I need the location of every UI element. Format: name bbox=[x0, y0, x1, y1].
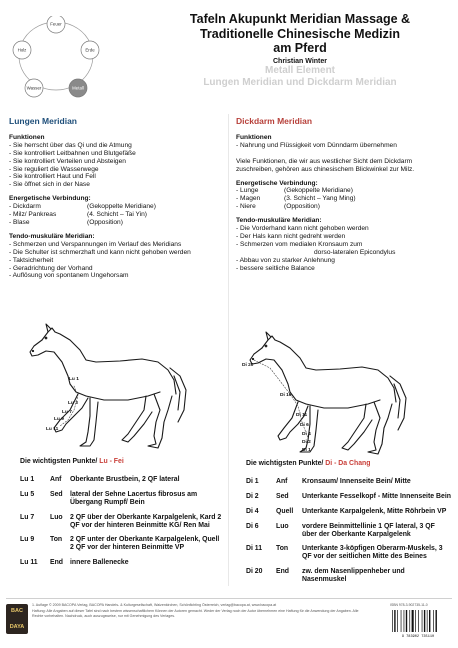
lungen-funktionen-title: Funktionen bbox=[9, 133, 45, 141]
horse-illustration-large-intestine bbox=[240, 322, 414, 458]
barcode-bar bbox=[427, 610, 428, 632]
dickdarm-funktionen-title: Funktionen bbox=[236, 133, 272, 141]
list-item: - Geradrichtung der Vorhand bbox=[9, 264, 93, 272]
barcode-bar bbox=[433, 610, 434, 632]
list-item: - Schmerzen vom medialen Kronsaum zum bbox=[236, 240, 363, 248]
horse-label: Lu 9 bbox=[54, 417, 64, 422]
list-item: Lu 7 Luo 2 QF über der Oberkante Karpalgelenk, Kard 2 QF vor der hinteren Beinmitte KG/ Ren Mai bbox=[20, 513, 222, 529]
barcode-bar bbox=[429, 610, 430, 632]
dickdarm-points-heading: Die wichtigsten Punkte/ Di - Da Chang bbox=[246, 460, 371, 467]
list-item: Di 6 Luo vordere Beinmittellinie 1 QF lateral, 3 QF über der Oberkante Karpalgelenk bbox=[246, 522, 435, 538]
lungen-points-heading: Die wichtigsten Punkte/ Lu - Fei bbox=[20, 458, 124, 465]
horse-label: Lu 7 bbox=[62, 410, 72, 415]
list-item: Di 2 Sed Unterkante Fesselkopf - Mitte Innenseite Bein bbox=[246, 492, 451, 500]
list-item: Di 4 Quell Unterkante Karpalgelenk, Mitte Röhrbein VP bbox=[246, 507, 447, 515]
barcode-bar bbox=[424, 610, 425, 632]
horse-label: Di 16 bbox=[280, 393, 292, 398]
lungen-energ-title: Energetische Verbindung: bbox=[9, 195, 91, 203]
list-item: - Nahrung und Flüssigkeit vom Dünndarm übernehmen bbox=[236, 141, 397, 149]
list-item: dorso-lateralen Epicondylus bbox=[314, 248, 396, 256]
dickdarm-tendo-title: Tendo-muskuläre Meridian: bbox=[236, 217, 322, 225]
list-item: Lu 9 Ton 2 QF unter der Oberkante Karpalgelenk, Quell 2 QF vor der hinteren Beinmitte VP bbox=[20, 536, 220, 552]
list-item: - Sie kontrolliert Verteilen und Absteigen bbox=[9, 157, 126, 165]
list-item: - Sie reguliert die Wasserwege bbox=[9, 165, 99, 173]
horse-label: Di 2 bbox=[302, 440, 311, 445]
horse-label: Lu 1 bbox=[69, 377, 79, 382]
footer-legal-text: 1. Auflage © 2009 BACOPA Verlag, BACOPA Handels- & Kulturgesellschaft, Waizenkirchen, Schönfichting Österreich, verlag@bacopa.at, www.bacopa.at Haftung: Alle Angaben auf dieser Tafel sind nach bestem wissenschaftlichem Können der Autoren gemacht. Weder der Verlag noch der Autor übernehmen eine Haftung für die Anwendung der Angaben. Alle Rechte vorbehalten. Nachdruck, auch auszugsweise, nur mit Genehmigung des Verlages. bbox=[32, 603, 359, 618]
list-item: Di 11 Ton Unterkante 3-köpfigen Oberarm-Muskels, 3 QF vor der seitlichen Mitte des Beines bbox=[246, 545, 443, 561]
barcode-bar bbox=[418, 610, 419, 632]
dickdarm-section-title: Dickdarm Meridian bbox=[236, 116, 313, 126]
column-divider bbox=[228, 114, 229, 586]
element-subtitle: Metall Element bbox=[264, 64, 336, 76]
list-item: - Der Hals kann nicht gedreht werden bbox=[236, 232, 346, 240]
cycle-node-label: Metall bbox=[72, 85, 84, 91]
list-item: - Abbau von zu starker Anlehnung bbox=[236, 256, 335, 264]
list-item: - Sie kontrolliert Leitbahnen und Blutgefäße bbox=[9, 149, 136, 157]
header bbox=[150, 12, 450, 89]
barcode-bar bbox=[436, 610, 437, 632]
horse-label: Di 6 bbox=[300, 423, 309, 428]
barcode bbox=[388, 608, 448, 638]
horse-label: Di 4 bbox=[302, 432, 311, 437]
five-element-cycle-diagram bbox=[6, 16, 106, 102]
list-item: Lu 5 Sed lateral der Sehne Lacertus fibrosus am Übergang Rumpf/ Bein bbox=[20, 490, 198, 506]
cycle-node-label: Wasser bbox=[26, 85, 42, 91]
barcode-bar bbox=[412, 610, 414, 632]
list-item: - Dickdarm (Gekoppelte Meridiane) bbox=[9, 203, 156, 211]
horse-label: Di 11 bbox=[296, 413, 308, 418]
footer-divider bbox=[6, 598, 452, 599]
meridian-subtitle: Lungen Meridian und Dickdarm Meridian bbox=[203, 76, 397, 88]
barcode-bar bbox=[394, 610, 395, 632]
barcode-bar bbox=[409, 610, 410, 632]
dickdarm-paragraph: Viele Funktionen, die wir aus westlicher Sicht dem Dickdarm zuschreiben, gehören aus chinesischem Blickwinkel zur Milz. bbox=[236, 157, 415, 173]
list-item: - Magen (3. Schicht – Yang Ming) bbox=[236, 195, 356, 203]
list-item: - Sie herrscht über das Qi und die Atmung bbox=[9, 141, 132, 149]
lungen-tendo-title: Tendo-muskuläre Meridian: bbox=[9, 232, 95, 240]
list-item: - Taktsicherheit bbox=[9, 256, 54, 264]
list-item: - Auflösung von spontanem Ungehorsam bbox=[9, 272, 129, 280]
isbn-text: ISBN 978-3-902735-11-0 bbox=[390, 603, 428, 607]
horse-label: Di 20 bbox=[242, 363, 254, 368]
title-line-2: Traditionelle Chinesische Medizin bbox=[199, 26, 401, 41]
barcode-bar bbox=[397, 610, 398, 632]
list-item: Di 20 End zw. dem Nasenlippenheber und Nasenmuskel bbox=[246, 568, 405, 584]
publisher-logo: BAC DAYA bbox=[6, 604, 28, 634]
title-line-3: am Pferd bbox=[273, 41, 327, 55]
author: Christian Winter bbox=[273, 57, 327, 65]
cycle-node-label: Feuer bbox=[50, 21, 62, 27]
dickdarm-column bbox=[236, 118, 450, 273]
list-item: - Sie kontrolliert Haut und Fell bbox=[9, 173, 96, 181]
lungen-column bbox=[9, 118, 221, 280]
list-item: Di 1 Anf Kronsaum/ Innenseite Bein/ Mitte bbox=[246, 477, 411, 485]
barcode-number: 9 783902 735110 bbox=[401, 635, 435, 638]
lungen-section-title: Lungen Meridian bbox=[9, 116, 77, 126]
list-item: - Blase (Opposition) bbox=[9, 218, 123, 226]
dickdarm-energ-title: Energetische Verbindung: bbox=[236, 179, 318, 187]
barcode-bar bbox=[392, 610, 393, 632]
list-item: - Milz/ Pankreas (4. Schicht – Tai Yin) bbox=[9, 211, 147, 219]
horse-illustration-lung bbox=[24, 318, 194, 454]
cycle-node-label: Erde bbox=[85, 47, 95, 53]
barcode-bar bbox=[406, 610, 407, 632]
barcode-bar bbox=[404, 610, 405, 632]
cycle-node-label: Holz bbox=[17, 47, 27, 53]
horse-label: Di 1 bbox=[302, 448, 311, 453]
list-item: - Lunge (Gekoppelte Meridiane) bbox=[236, 187, 353, 195]
lungen-points-list bbox=[20, 458, 225, 574]
horse-label: Lu 3 bbox=[68, 401, 78, 406]
list-item: - Schmerzen und Verspannungen im Verlauf des Meridians bbox=[9, 240, 182, 248]
list-item: - Sie öffnet sich in der Nase bbox=[9, 181, 90, 189]
barcode-bar bbox=[415, 610, 416, 632]
horse-label: Lu 11 bbox=[46, 427, 59, 432]
title-line-1: Tafeln Akupunkt Meridian Massage & bbox=[189, 12, 411, 26]
list-item: - Niere (Opposition) bbox=[236, 203, 320, 211]
list-item: - Die Vorderhand kann nicht gehoben werden bbox=[236, 225, 369, 233]
barcode-bar bbox=[401, 610, 402, 632]
list-item: - Die Schulter ist schmerzhaft und kann nicht gehoben werden bbox=[9, 248, 191, 256]
list-item: Lu 11 End innere Ballenecke bbox=[20, 559, 129, 567]
list-item: Lu 1 Anf Oberkante Brustbein, 2 QF lateral bbox=[20, 475, 180, 483]
list-item: - bessere seitliche Balance bbox=[236, 264, 315, 272]
barcode-bar bbox=[422, 610, 423, 632]
dickdarm-points-list bbox=[246, 460, 451, 591]
